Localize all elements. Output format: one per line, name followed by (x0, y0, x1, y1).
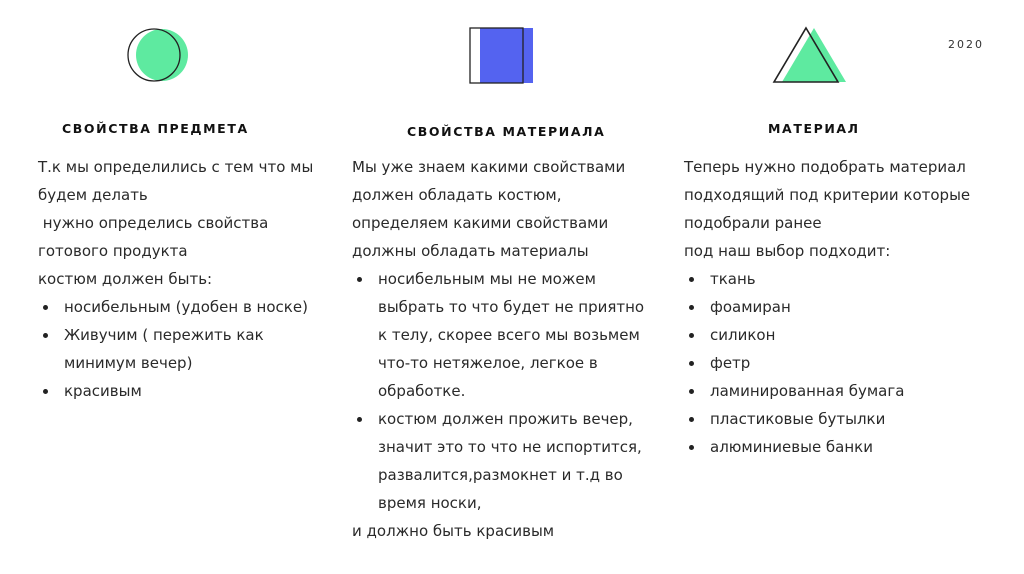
list-item (38, 293, 338, 321)
text-line: время носки, (378, 494, 482, 512)
text-line: должны обладать материалы (352, 242, 589, 260)
intro-text (38, 153, 338, 293)
text-line: готового продукта (38, 242, 188, 260)
text-line: будем делать (38, 186, 148, 204)
list-item (352, 405, 662, 517)
square-icon (466, 26, 540, 86)
text-line: фетр (710, 354, 751, 372)
text-line: обработке. (378, 382, 466, 400)
text-line: носибельным (удобен в носке) (64, 298, 308, 316)
text-line: алюминиевые банки (710, 438, 873, 456)
text-line: под наш выбор подходит: (684, 242, 891, 260)
bullet-list (38, 293, 338, 405)
text-line: костюм должен быть: (38, 270, 213, 288)
text-line: костюм должен прожить вечер, (378, 410, 633, 428)
text-line: фоамиран (710, 298, 791, 316)
list-item (684, 321, 1004, 349)
text-line: что-то нетяжелое, легкое в (378, 354, 598, 372)
text-line: красивым (64, 382, 142, 400)
text-line: развалится,размокнет и т.д во (378, 466, 623, 484)
list-item (38, 377, 338, 405)
column-heading-object-properties: СВОЙСТВА ПРЕДМЕТА (62, 121, 249, 136)
list-item (684, 377, 1004, 405)
text-line: нужно определись свойства (38, 214, 269, 232)
text-line: Мы уже знаем какими свойствами (352, 158, 626, 176)
text-line: значит это то что не испортится, (378, 438, 642, 456)
column-body-material-properties (352, 153, 662, 545)
column-heading-material-properties: СВОЙСТВА МАТЕРИАЛА (407, 124, 606, 139)
text-line: ткань (710, 270, 756, 288)
text-line: подходящий под критерии которые (684, 186, 971, 204)
list-item (352, 265, 662, 405)
text-line: носибельным мы не можем (378, 270, 596, 288)
text-line: определяем какими свойствами (352, 214, 609, 232)
bullet-list (684, 265, 1004, 461)
text-line: должен обладать костюм, (352, 186, 562, 204)
text-line: выбрать то что будет не приятно (378, 298, 645, 316)
text-line: и должно быть красивым (352, 522, 555, 540)
text-line: к телу, скорее всего мы возьмем (378, 326, 640, 344)
intro-text (352, 153, 662, 265)
list-item (684, 433, 1004, 461)
text-line: минимум вечер) (64, 354, 193, 372)
outro-text (352, 517, 662, 545)
column-body-object-properties (38, 153, 338, 405)
text-line: Теперь нужно подобрать материал (684, 158, 966, 176)
bullet-list (352, 265, 662, 517)
text-line: пластиковые бутылки (710, 410, 886, 428)
list-item (684, 405, 1004, 433)
text-line: силикон (710, 326, 776, 344)
intro-text (684, 153, 1004, 265)
list-item (684, 349, 1004, 377)
column-body-material (684, 153, 1004, 461)
circle-icon (124, 26, 196, 86)
text-line: Живучим ( пережить как (64, 326, 264, 344)
list-item (684, 265, 1004, 293)
column-heading-material: МАТЕРИАЛ (768, 121, 860, 136)
year-label: 2020 (948, 38, 984, 51)
triangle-icon (772, 24, 852, 88)
text-line: ламинированная бумага (710, 382, 905, 400)
text-line: Т.к мы определились с тем что мы (38, 158, 314, 176)
list-item (684, 293, 1004, 321)
text-line: подобрали ранее (684, 214, 822, 232)
list-item (38, 321, 338, 377)
